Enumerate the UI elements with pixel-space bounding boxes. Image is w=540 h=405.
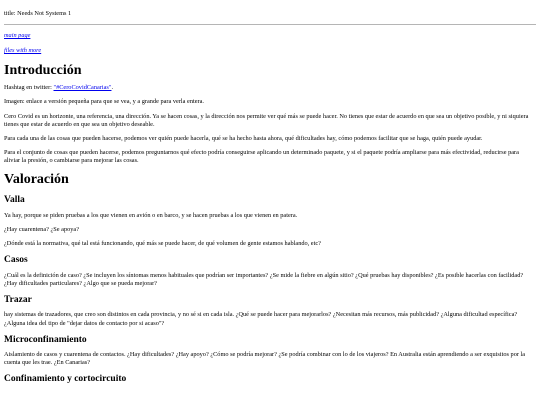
casos-paragraph: ¿Cuál es la definición de caso? ¿Se incluyen los síntomas menos habituales que podrían ser importantes? ¿Se mide la fiebre en algún sitio? ¿Qué pruebas hay disponibles? ¿Es posible hacerlas con facilidad? ¿Hay dificultades particulares? ¿Algo que se pueda mejorar?: [4, 271, 524, 287]
intro-paragraph-2: Para cada una de las cosas que pueden hacerse, podemos ver quién puede hacerla, qué se ha hecho hasta ahora, qué dificultades hay, cómo podemos facilitar que se haga, quién puede ayudar.: [4, 135, 483, 142]
hashtag-suffix: .: [111, 84, 114, 92]
heading-trazar: Trazar: [4, 294, 32, 305]
heading-valoracion: Valoración: [4, 171, 69, 187]
intro-paragraph-3: Para el conjunto de cosas que pueden hacerse, podemos preguntarnos qué efecto podría conseguirse aplicando un determinado paquete, y si el paquete podría ampliarse para más efectividad, reducirse para aliviar la presión, o cambiarse para mejorar las cosas.: [4, 149, 519, 165]
micro-paragraph: Aislamiento de casos y cuarentena de contactos. ¿Hay dificultades? ¿Hay apoyo? ¿Cómo se podría mejorar? ¿Se podría combinar con lo de los viajeros? En Australia están aprendiendo a ser exquisitos por la cuenta que les trae. ¿En Canarias?: [4, 351, 526, 367]
hashtag-link[interactable]: "#CeroCovidCanarias": [53, 84, 112, 92]
heading-casos: Casos: [4, 255, 28, 266]
image-paragraph: Imagen: enlace a versión pequeña para que se vea, y a grande para verla entera.: [4, 98, 204, 106]
intro-paragraph-1: Cero Covid es un horizonte, una referencia, una dirección. Ya se hacen cosas, y la dirección nos permite ver qué más se puede hacer. No tienes que estar de acuerdo en que sea un objetivo posible, y ni siquiera tienes que estar de acuerdo en que sea un objetivo deseable.: [4, 112, 529, 128]
hashtag-prefix: Hashtag en twitter:: [4, 84, 54, 92]
heading-introduccion: Introducción: [4, 62, 82, 78]
heading-microconfinamiento: Microconfinamiento: [4, 334, 87, 345]
valla-paragraph-1: Ya hay, porque se piden pruebas a los que vienen en avión o en barco, y se hacen pruebas a los que vienen en patera.: [4, 211, 298, 219]
valla-paragraph-2: ¿Hay cuarentena? ¿Se apoya?: [4, 225, 79, 233]
heading-valla: Valla: [4, 195, 25, 206]
nav-links: [4, 32, 536, 55]
title-divider: [4, 24, 536, 25]
valla-paragraph-3: ¿Dónde está la normativa, qué tal está funcionando, qué más se puede hacer, de qué volumen de gente estamos hablando, etc?: [4, 240, 321, 248]
main-page-link[interactable]: main page: [4, 32, 31, 40]
heading-confinamiento: Confinamiento y cortocircuito: [4, 374, 127, 385]
trazar-paragraph: hay sistemas de trazadores, que creo son distintos en cada provincia, y no sé si en cada isla. ¿Qué se puede hacer para mejorarlos? ¿Necesitan más recursos, más publicidad? ¿Alguna dificultad específica? ¿Alguna idea del tipo de "dejar datos de contacto por si acaso"?: [4, 311, 518, 327]
files-with-more-link[interactable]: files with more: [4, 47, 42, 55]
hashtag-paragraph: [4, 84, 536, 92]
page-title: title: Needs Not Systems 1: [4, 10, 72, 17]
